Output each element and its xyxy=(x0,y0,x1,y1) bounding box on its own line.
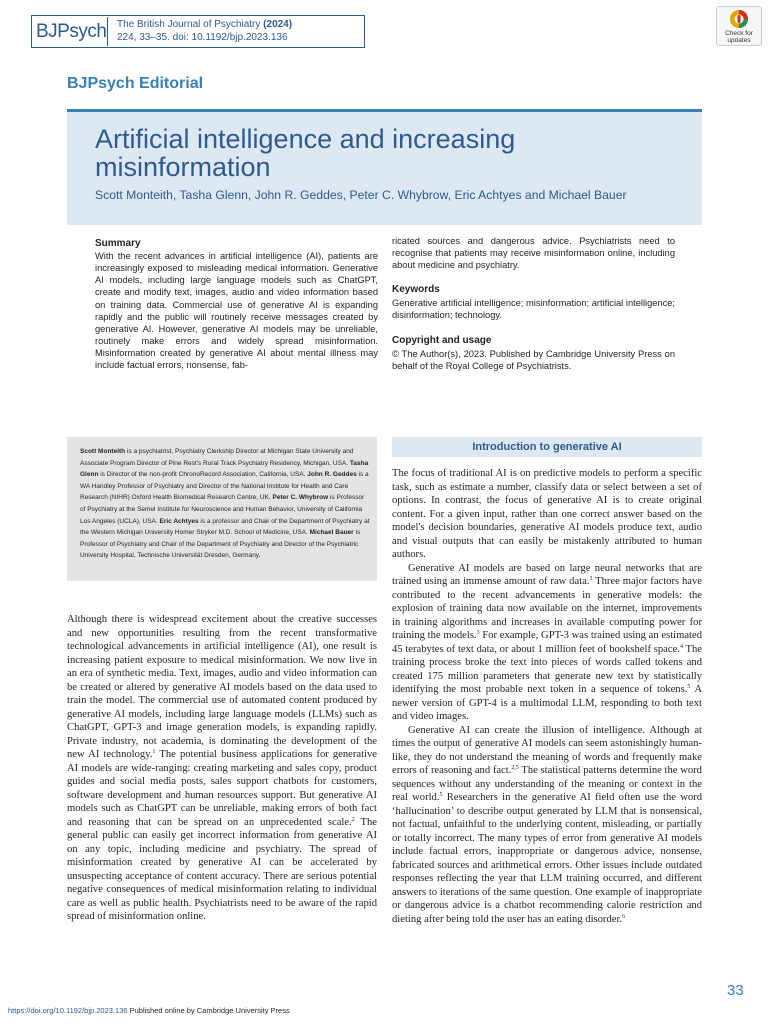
journal-logo: BJPsych xyxy=(36,21,107,42)
bio-author-name: Scott Monteith xyxy=(80,448,126,455)
logo-divider xyxy=(107,17,108,46)
author-bio-text: Scott Monteith is a psychiatrist, Psychiatry Clerkship Director at Michigan State University and Associate Program Director of Pine Rest's Rural Track Psychiatry Residency, Michigan, USA. Tasha Glenn is Director of the non-profit ChronoRecord Association, California, USA. John R. Geddes is a WA Handley Professor of Psychiatry and Director of the National Institute for Health and Care Research (NIHR) Oxford Health Biomedical Research Centre, UK. Peter C. Whybrow is Professor of Psychiatry at the Semel Institute for Neuroscience and Human Behavior, University of California Los Angeles (UCLA), USA. Eric Achtyes is a professor and Chair of the Department of Psychiatry at the Western Michigan University Homer Stryker M.D. School of Medicine, USA. Michael Bauer is Professor of Psychiatry and Chair of the Department of Psychiatry and Director of the Psychiatric University Hospital, Technische Universität Dresden, Germany. xyxy=(80,448,370,560)
body-paragraph: Generative AI can create the illusion of intelligence. Although at times the output of generative AI models can seem astonishingly human-like, they do not understand the meaning of words and frequently make errors of reasoning and fact.$^{2,5}$ The statistical patterns determine the word sequences without any understanding of the meaning or context in the real world.$^5$ Researchers in the generative AI field often use the word ‘hallucination’ to describe output generated by LLM that is nonsensical, not factual, unfaithful to the underlying content, misleading, or partially or totally incorrect. The many types of error from generative AI models include factual errors, inappropriate or dangerous advice, nonsense, fabricated sources and arithmetical errors. Other issues include outdated responses reflecting the year that LLM training occurred, and different answers to iterations of the same question. One example of inappropriate or dangerous advice is a chatbot recommending calorie restriction and dieting after being told the user has an eating disorder.$^6$ xyxy=(392,724,702,925)
journal-name: The British Journal of Psychiatry xyxy=(117,19,261,30)
journal-name-line xyxy=(117,18,292,31)
body-paragraph: Although there is widespread excitement about the creative successes and new opportunities resulting from the recent transformative technological advancements in artificial intelligence (AI), one result is increasing patient exposure to medical misinformation. We now live in an era of synthetic media. Text, images, audio and video information can be created or altered by generative AI models based on the data used to train the model. The commercial use of automated content produced by generative AI models, including large language models (LLMs) such as ChatGPT, GPT-3 and image generation models, is expanding rapidly. Private industry, not academia, is dominating the development of the new AI technology.$^1$ The potential business applications for generative AI models are wide-ranging: creating marketing and sales copy, product guides and social media posts, sales support chatbots for customers, software development and human resources support. But generative AI models such as ChatGPT can be unreliable, making errors of both fact and reasoning that can be spread on an unprecedented scale.$^2$ The general public can easily get incorrect information from generative AI on any topic, including medicine and psychiatry. The spread of misinformation created by generative AI can be accelerated by unsuspecting acceptance of content accuracy. There are serious potential negative consequences of medical misinformation relating to individual care as well as public health. Psychiatrists need to be aware of the rapid spread of misinformation online. xyxy=(67,614,377,922)
check-updates-label: Check for updates xyxy=(725,30,753,44)
reference-mark[interactable]: 2 xyxy=(351,816,355,823)
body-paragraph: Generative AI models are based on large neural networks that are trained using an immense amount of raw data.$^3$ Three major factors have contributed to the recent advancements in generative models: the explosion of training data now available on the internet, improvements in training algorithms and increases in available computing power for training the models.$^3$ For example, GPT-3 was trained using an estimated 45 terabytes of text data, or about 1 million feet of bookshelf space.$^4$ The training process broke the text into pieces of words called tokens and created 175 million parameters that generate new text by statistically identifying the most probable next token in a sequence of tokens.$^5$ A newer version of GPT-4 is a multimodal LLM, responding to both text and video images. xyxy=(392,562,703,722)
doi-link[interactable]: https://doi.org/10.1192/bjp.2023.136 xyxy=(8,1006,128,1015)
bio-author-name: Peter C. Whybrow xyxy=(272,494,329,502)
keywords-text: Generative artificial intelligence; misinformation; artificial intelligence; disinformation; technology. xyxy=(392,298,675,321)
reference-mark[interactable]: 3 xyxy=(476,630,480,636)
page-footer xyxy=(8,1006,290,1016)
copyright-text: © The Author(s), 2023. Published by Cambridge University Press on behalf of the Royal College of Psychiatrists. xyxy=(392,349,675,372)
section-label: BJPsych Editorial xyxy=(67,75,204,92)
reference-mark[interactable]: 1 xyxy=(152,749,156,755)
check-updates-icon xyxy=(729,9,749,29)
journal-citation: 224, 33–35. doi: 10.1192/bjp.2023.136 xyxy=(117,32,288,43)
body-column-right xyxy=(392,467,702,926)
bio-author-name: Michael Bauer xyxy=(309,529,354,537)
reference-mark[interactable]: 6 xyxy=(622,913,626,920)
keywords-heading: Keywords xyxy=(392,284,440,295)
page-number: 33 xyxy=(727,982,744,999)
check-for-updates-button[interactable] xyxy=(716,6,762,46)
bio-author-name: Eric Achtyes xyxy=(159,517,199,525)
body-paragraph: The focus of traditional AI is on predictive models to perform a specific task, such as estimate a number, classify data or select between a set of options. In contrast, the focus of generative AI is to create original content. For a given input, rather than one correct answer based on the model's decision boundaries, generative AI models produce text, audio and visual outputs that can easily be mistakenly attributed to human authors. xyxy=(392,468,702,560)
intro-heading: Introduction to generative AI xyxy=(472,441,622,453)
reference-mark[interactable]: 3 xyxy=(589,576,593,582)
bio-author-name: Tasha Glenn xyxy=(80,459,369,479)
bio-author-name: John R. Geddes xyxy=(307,471,357,479)
summary-heading: Summary xyxy=(95,238,141,249)
reference-mark[interactable]: 5 xyxy=(439,792,443,798)
intro-heading-box xyxy=(392,437,702,457)
reference-mark[interactable]: 2,5 xyxy=(511,765,519,771)
journal-year: (2024) xyxy=(263,19,293,30)
article-title: Artificial intelligence and increasing misinformation xyxy=(95,124,516,182)
reference-mark[interactable]: 4 xyxy=(679,643,683,650)
published-note: Published online by Cambridge University Press xyxy=(127,1006,290,1015)
reference-mark[interactable]: 5 xyxy=(687,684,691,690)
summary-text-part2: ricated sources and dangerous advice. Psychiatrists need to recognise that patients may receive misinformation online, including about medicine and psychiatry. xyxy=(392,236,675,271)
author-list: Scott Monteith, Tasha Glenn, John R. Geddes, Peter C. Whybrow, Eric Achtyes and Michael Bauer xyxy=(95,188,627,202)
body-column-left xyxy=(67,613,377,924)
copyright-heading: Copyright and usage xyxy=(392,335,492,346)
summary-text-part1: With the recent advances in artificial intelligence (AI), patients are increasingly exposed to misleading medical information. Generative AI models, including large language models such as ChatGPT, create and modify text, images, audio and video information based on training data. Commercial use of generative AI is expanding rapidly and the public will routinely receive messages created by generative AI. However, generative AI models may be unreliable, routinely make errors and widely spread misinformation. Misinformation created by generative AI about mental illness may include factual errors, nonsense, fab- xyxy=(95,251,378,371)
